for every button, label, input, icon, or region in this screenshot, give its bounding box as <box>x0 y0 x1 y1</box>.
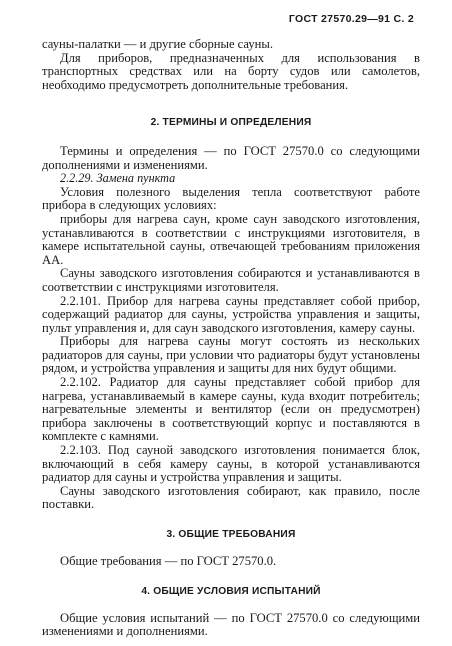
section2-intro: Термины и определения — по ГОСТ 27570.0 со следующими дополнениями и изменениями. <box>42 143 420 172</box>
section2-paragraph-3: Сауны заводского изготовления собираются и устанавливаются в соответствии с инструкциями изготовителя. <box>42 266 420 294</box>
section2-paragraph-5: Приборы для нагрева сауны могут состоять из нескольких радиаторов для сауны, при условии что радиаторы будут установлены рядом, и устройства управления и защиты для них будут общими. <box>42 334 420 376</box>
section1-transport-note: Для приборов, предназначенных для использования в транспортных средствах или на борту судов или самолетов, необходимо предусмотреть дополнительные требования. <box>42 50 420 92</box>
clause-2-2-101: 2.2.101. Прибор для нагрева сауны представляет собой прибор, содержащий радиатор для сауны, устройства управления и защиты, пульт управления и, для саун заводского изготовления, камеру сауны. <box>42 293 420 335</box>
section2-paragraph-2: приборы для нагрева саун, кроме саун заводского изготовления, устанавливаются в соответствии с инструкциями изготовителя, в камере испытательной сауны, отвечающей требованиям приложения АА. <box>42 211 420 267</box>
section4-text: Общие условия испытаний — по ГОСТ 27570.0 со следующими изменениями и дополнениями. <box>42 610 420 639</box>
section4-heading: 4. ОБЩИЕ УСЛОВИЯ ИСПЫТАНИЙ <box>141 586 321 598</box>
section2-paragraph-1: Условия полезного выделения тепла соответствуют работе прибора в следующих условиях: <box>42 184 420 213</box>
running-header: ГОСТ 27570.29—91 С. 2 <box>288 13 414 25</box>
document-body <box>42 38 420 639</box>
section3-heading: 3. ОБЩИЕ ТРЕБОВАНИЯ <box>166 529 296 540</box>
clause-2-2-29-title: 2.2.29. Замена пункта <box>60 171 176 186</box>
section1-continuation: сауны-палатки — и другие сборные сауны. <box>42 37 274 51</box>
section2-heading: 2. ТЕРМИНЫ И ОПРЕДЕЛЕНИЯ <box>150 117 312 129</box>
clause-2-2-102: 2.2.102. Радиатор для сауны представляет собой прибор для нагрева, устанавливаемый в камере сауны, куда входит потребитель; нагревательные элементы и вентилятор (если он предусмотрен) прибора заключены в соответствующий корпус и поставляются в комплекте с камнями. <box>42 375 420 444</box>
section2-paragraph-8: Сауны заводского изготовления собирают, как правило, после поставки. <box>42 483 420 512</box>
section3-text: Общие требования — по ГОСТ 27570.0. <box>60 553 277 568</box>
clause-2-2-103: 2.2.103. Под сауной заводского изготовления понимается блок, включающий в себя камеру сауны, в которой устанавливаются радиатор для сауны и устройства управления и защиты. <box>42 443 420 485</box>
